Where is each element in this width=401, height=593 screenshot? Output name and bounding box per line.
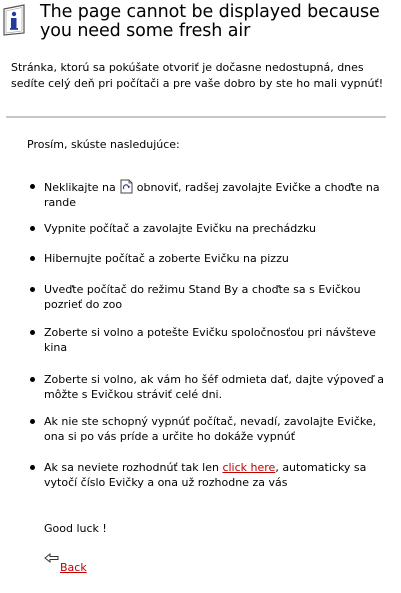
page-title: The page cannot be displayed because you need some fresh air xyxy=(40,2,380,41)
back-link[interactable]: Back xyxy=(60,561,87,574)
option-text: Zoberte si volno, ak vám ho šéf odmieta dať, dajte výpoveď a môžte s Evičkou stráviť celé dni. xyxy=(44,373,384,401)
option-text-before: Ak sa neviete rozhodnúť tak len xyxy=(44,461,219,474)
option-text: Uveďte počítač do režimu Stand By a choďte sa s Evičkou pozrieť do zoo xyxy=(44,283,361,311)
divider xyxy=(6,116,386,118)
bullet xyxy=(30,330,35,335)
bullet xyxy=(30,377,35,382)
bullet xyxy=(30,287,35,292)
back-arrow-icon[interactable] xyxy=(44,553,60,567)
refresh-page-icon[interactable] xyxy=(120,179,133,194)
bullet xyxy=(30,256,35,261)
info-icon xyxy=(2,3,26,37)
option-text: Hibernujte počítač a zoberte Evičku na pizzu xyxy=(44,252,289,265)
click-here-link[interactable]: click here xyxy=(222,461,276,474)
good-luck-text: Good luck ! xyxy=(44,522,107,535)
option-text-before: Neklikajte na xyxy=(44,181,116,194)
intro-text: Stránka, ktorú sa pokúšate otvoriť je dočasne nedostupná, dnes sedíte celý deň pri počítači a pre vaše dobro by ste ho mali vypnúť! xyxy=(11,61,384,90)
option-text: Zoberte si volno a potešte Evičku spoločnosťou pri návšteve kina xyxy=(44,326,376,354)
bullet xyxy=(30,465,35,470)
page-header xyxy=(0,0,401,50)
option-text-after: obnoviť, radšej zavolajte Evičke a choďte na rande xyxy=(44,181,380,209)
option-text: Ak nie ste schopný vypnúť počítač, nevadí, zavolajte Evičke, ona si po vás príde a určite ho dokáže vypnúť xyxy=(44,415,377,443)
bullet xyxy=(30,419,35,424)
bullet xyxy=(30,184,35,189)
option-text-after: , automaticky sa vytočí číslo Evičky a ona už rozhodne za vás xyxy=(44,461,367,489)
option-text: Vypnite počítač a zavolajte Evičku na prechádzku xyxy=(44,222,316,235)
try-label: Prosím, skúste nasledujúce: xyxy=(27,138,180,151)
bullet xyxy=(30,226,35,231)
